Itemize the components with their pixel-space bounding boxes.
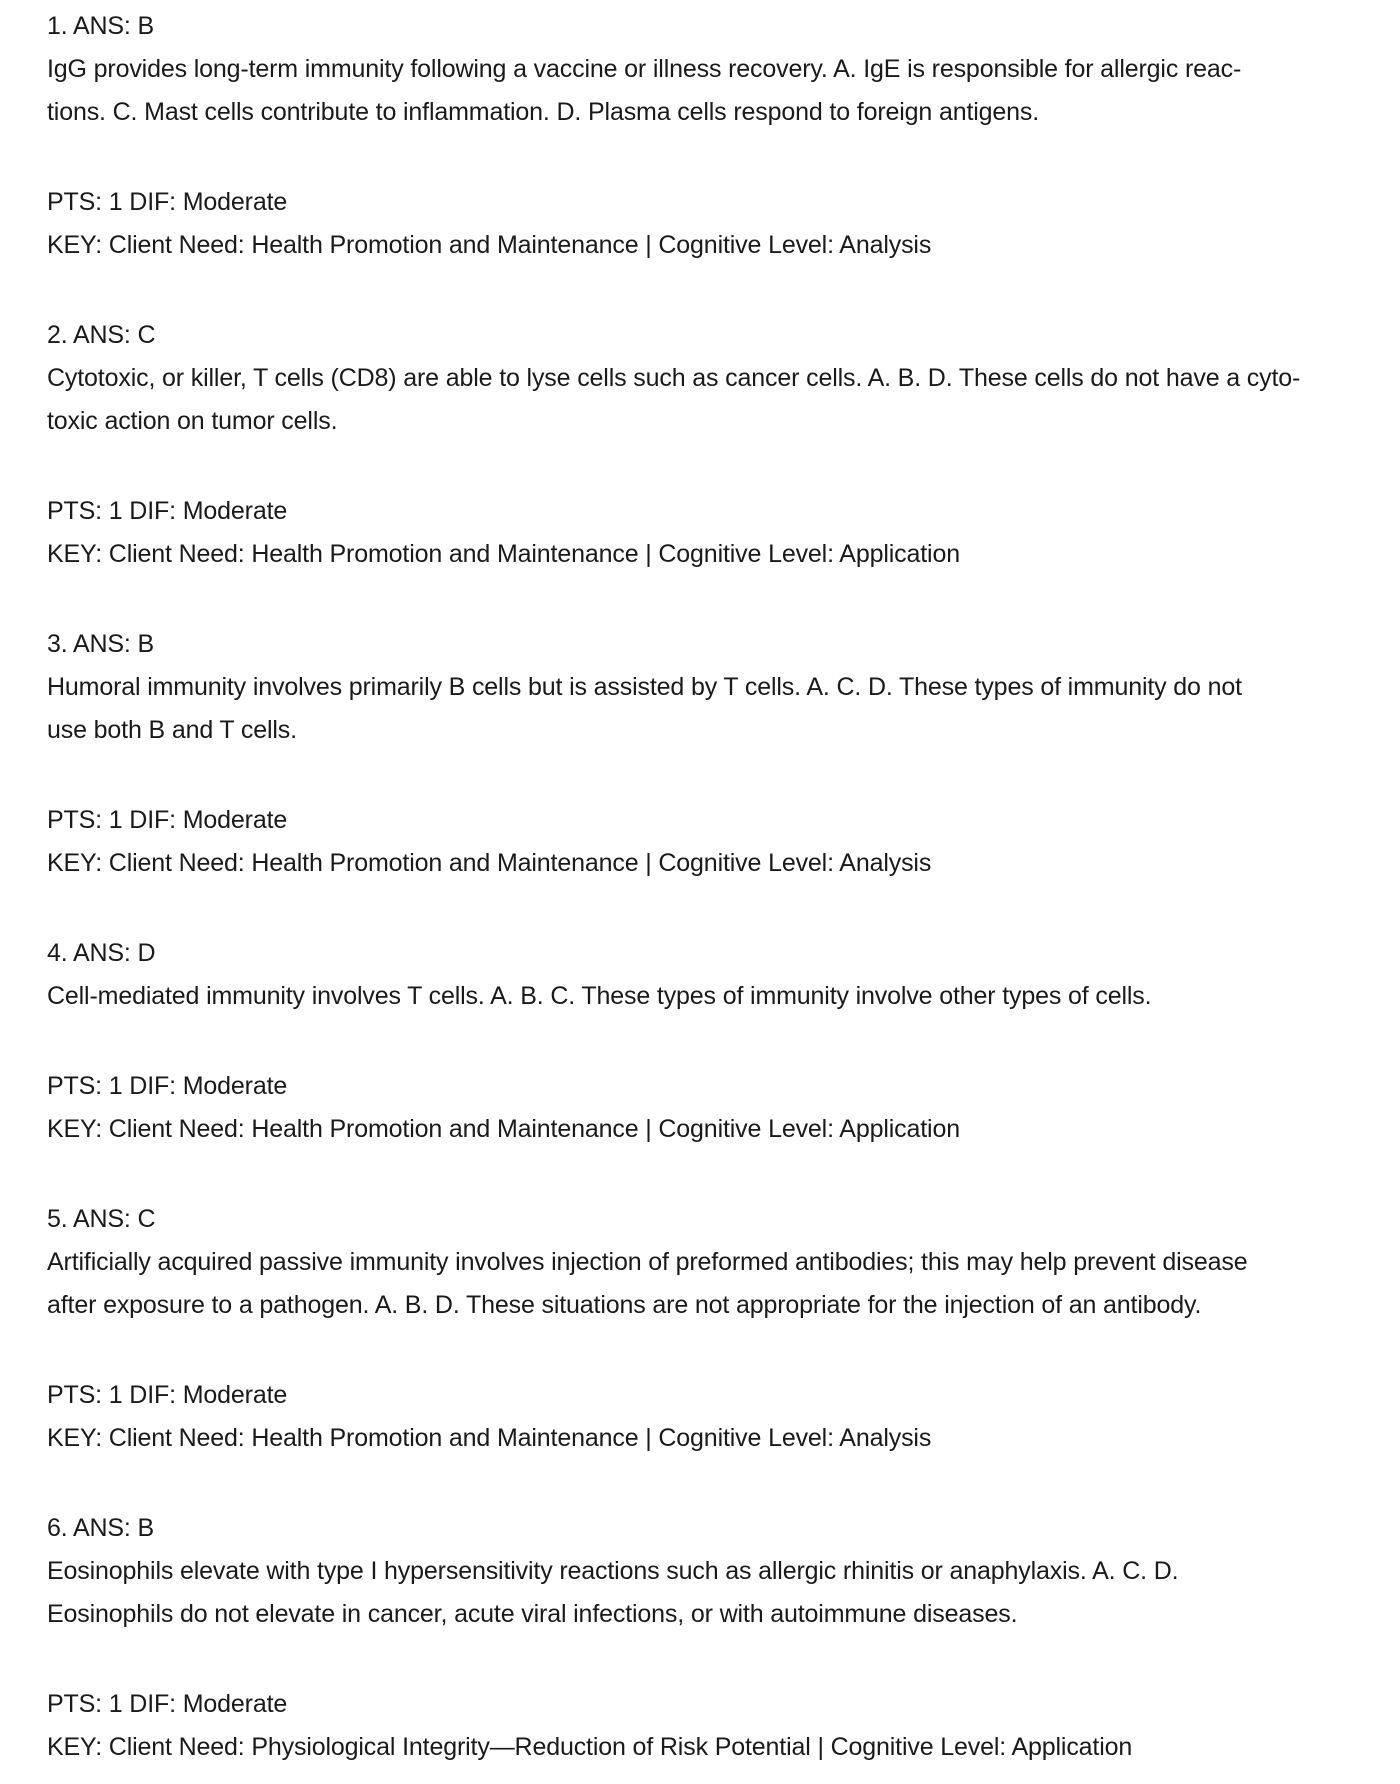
answer-entry-4	[47, 932, 1370, 1198]
explanation-line: Cytotoxic, or killer, T cells (CD8) are able to lyse cells such as cancer cells. A. B. D. These cells do not have a cyto-	[47, 364, 1301, 392]
explanation-line: Cell-mediated immunity involves T cells. A. B. C. These types of immunity involve other types of cells.	[47, 982, 1152, 1010]
answer-entry-5	[47, 1198, 1370, 1507]
explanation-line: tions. C. Mast cells contribute to inflammation. D. Plasma cells respond to foreign antigens.	[47, 98, 1040, 126]
answer-entry-3	[47, 623, 1370, 932]
points-difficulty: PTS: 1 DIF: Moderate	[47, 1381, 288, 1409]
key-line: KEY: Client Need: Health Promotion and Maintenance | Cognitive Level: Application	[47, 1115, 960, 1143]
points-difficulty: PTS: 1 DIF: Moderate	[47, 1072, 288, 1100]
answer-header: 6. ANS: B	[47, 1514, 155, 1542]
answer-header: 1. ANS: B	[47, 12, 155, 40]
points-difficulty: PTS: 1 DIF: Moderate	[47, 188, 288, 216]
answer-explanation	[47, 357, 1370, 443]
answer-entry-2	[47, 314, 1370, 623]
explanation-line: use both B and T cells.	[47, 716, 297, 744]
answer-entry-6	[47, 1507, 1370, 1769]
explanation-line: Artificially acquired passive immunity involves injection of preformed antibodies; this may help prevent disease	[47, 1248, 1248, 1276]
explanation-line: IgG provides long-term immunity following a vaccine or illness recovery. A. IgE is responsible for allergic reac-	[47, 55, 1242, 83]
explanation-line: Humoral immunity involves primarily B cells but is assisted by T cells. A. C. D. These types of immunity do not	[47, 673, 1242, 701]
explanation-line: after exposure to a pathogen. A. B. D. These situations are not appropriate for the injection of an antibody.	[47, 1291, 1202, 1319]
key-line: KEY: Client Need: Health Promotion and Maintenance | Cognitive Level: Analysis	[47, 849, 932, 877]
answer-explanation	[47, 666, 1370, 752]
explanation-line: Eosinophils do not elevate in cancer, acute viral infections, or with autoimmune diseases.	[47, 1600, 1018, 1628]
points-difficulty: PTS: 1 DIF: Moderate	[47, 497, 288, 525]
key-line: KEY: Client Need: Health Promotion and Maintenance | Cognitive Level: Analysis	[47, 1424, 932, 1452]
answer-explanation	[47, 1550, 1370, 1636]
answer-header: 5. ANS: C	[47, 1205, 156, 1233]
answer-header: 2. ANS: C	[47, 321, 156, 349]
points-difficulty: PTS: 1 DIF: Moderate	[47, 806, 288, 834]
key-line: KEY: Client Need: Health Promotion and Maintenance | Cognitive Level: Application	[47, 540, 960, 568]
explanation-line: toxic action on tumor cells.	[47, 407, 338, 435]
answer-explanation	[47, 1241, 1370, 1327]
explanation-line: Eosinophils elevate with type I hypersensitivity reactions such as allergic rhinitis or anaphylaxis. A. C. D.	[47, 1557, 1179, 1585]
answer-explanation	[47, 975, 1370, 1018]
answer-entry-1	[47, 5, 1370, 314]
answer-explanation	[47, 48, 1370, 134]
answer-header: 3. ANS: B	[47, 630, 155, 658]
key-line: KEY: Client Need: Physiological Integrity—Reduction of Risk Potential | Cognitive Level: Application	[47, 1733, 1133, 1761]
key-line: KEY: Client Need: Health Promotion and Maintenance | Cognitive Level: Analysis	[47, 231, 932, 259]
points-difficulty: PTS: 1 DIF: Moderate	[47, 1690, 288, 1718]
answer-header: 4. ANS: D	[47, 939, 156, 967]
